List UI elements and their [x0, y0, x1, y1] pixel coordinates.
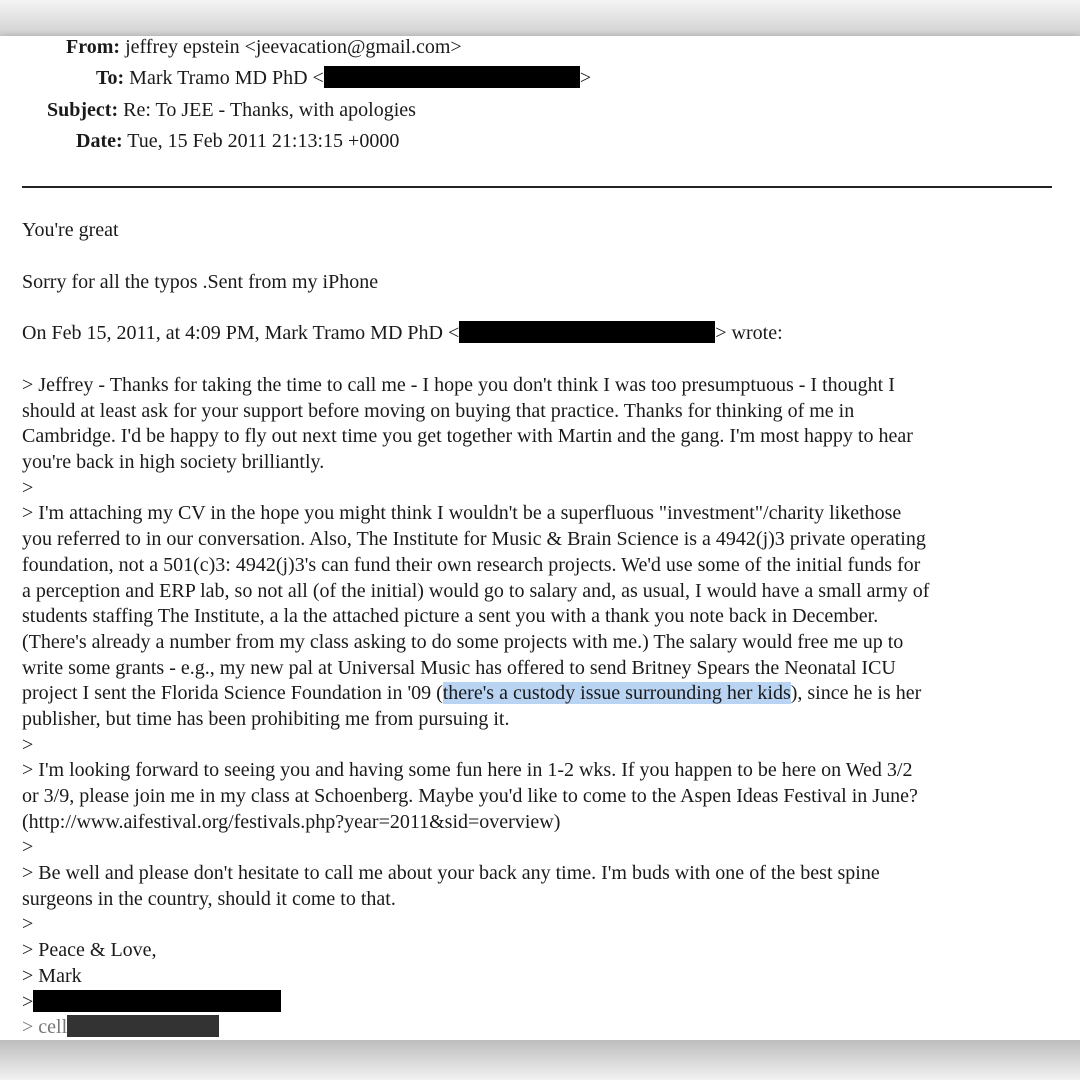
quoted-line: > I'm attaching my CV in the hope you might think I wouldn't be a superfluous "investment"/charity likethose [22, 502, 902, 525]
highlighted-text: there's a custody issue surrounding her kids [442, 682, 791, 705]
signoff-line: > Peace & Love, [22, 939, 157, 962]
signoff-name: > Mark [22, 964, 82, 987]
photo-frame-top [0, 0, 1080, 38]
redaction-bar [459, 321, 715, 343]
subject-value: Re: To JEE - Thanks, with apologies [123, 99, 416, 121]
quoted-line: foundation, not a 501(c)3: 4942(j)3's can fund their own research projects. We'd use some of the initial funds for [22, 553, 921, 576]
line-prefix: project I sent the Florida Science Foundation in '09 ( [22, 682, 443, 705]
quote-marker: > [22, 836, 34, 859]
reply-line-1 [22, 218, 1062, 244]
quoted-line-highlighted [22, 681, 1062, 707]
quote-marker: > [22, 913, 34, 936]
quoted-line: surgeons in the country, should it come to that. [22, 887, 396, 910]
photo-frame-bottom [0, 1040, 1080, 1080]
quoted-message [22, 373, 1062, 1041]
line-suffix: ), since he is her [790, 682, 922, 705]
quoted-line: (http://www.aifestival.org/festivals.php?year=2011&sid=overview) [22, 810, 561, 833]
quote-marker: > [22, 733, 34, 756]
from-row [66, 36, 462, 59]
quoted-line: students staffing The Institute, a la the attached picture a sent you with a thank you note back in December. [22, 605, 879, 628]
reply-line-2 [22, 270, 1062, 296]
header-divider [22, 186, 1052, 188]
quoted-line: > Jeffrey - Thanks for taking the time to call me - I hope you don't think I was too presumptuous - I thought I [22, 374, 895, 396]
cell-label: > cell [22, 1016, 68, 1039]
quoted-line: > I'm looking forward to seeing you and having some fun here in 1-2 wks. If you happen to be here on Wed 3/2 [22, 759, 913, 782]
reply-text: You're great [22, 219, 119, 241]
to-value: Mark Tramo MD PhD < [129, 67, 324, 89]
wrote-prefix: On Feb 15, 2011, at 4:09 PM, Mark Tramo MD PhD < [22, 322, 460, 344]
subject-row [47, 98, 416, 122]
to-value-end: > [579, 67, 592, 89]
date-value: Tue, 15 Feb 2011 21:13:15 +0000 [127, 130, 400, 152]
quoted-line: or 3/9, please join me in my class at Schoenberg. Maybe you'd like to come to the Aspen Ideas Festival in June? [22, 785, 918, 807]
quoted-line: publisher, but time has been prohibiting me from pursuing it. [22, 707, 510, 730]
wrote-suffix: > wrote: [715, 322, 783, 344]
redaction-bar [33, 990, 281, 1012]
quoted-line: a perception and ERP lab, so not all (of the initial) would go to salary and, as usual, I would have a small army of [22, 579, 930, 602]
subject-label: Subject: [47, 99, 119, 121]
quoted-line: you referred to in our conversation. Also, The Institute for Music & Brain Science is a 4942(j)3 private operating [22, 528, 926, 551]
from-value: jeffrey epstein <jeevacation@gmail.com> [125, 36, 462, 58]
date-row [76, 129, 399, 153]
quoted-line: Cambridge. I'd be happy to fly out next time you get together with Martin and the gang. I'm most happy to hear [22, 425, 913, 448]
cell-line [22, 1015, 1062, 1041]
quoted-line: (There's already a number from my class asking to do some projects with me.) The salary would free me up to [22, 630, 904, 653]
redaction-bar [324, 66, 580, 88]
date-label: Date: [76, 130, 123, 152]
email-printout [0, 36, 1080, 1042]
quote-marker: > [22, 990, 34, 1013]
reply-text: Sorry for all the typos .Sent from my iPhone [22, 271, 379, 293]
to-label: To: [96, 67, 125, 89]
to-row [96, 66, 591, 90]
redacted-line [22, 990, 1062, 1016]
quoted-line: should at least ask for your support before moving on buying that practice. Thanks for thinking of me in [22, 399, 855, 422]
quoted-line: write some grants - e.g., my new pal at Universal Music has offered to send Britney Spears the Neonatal ICU [22, 656, 896, 679]
quote-marker: > [22, 476, 34, 499]
quoted-line: you're back in high society brilliantly. [22, 451, 325, 474]
wrote-line [22, 321, 1062, 347]
from-label: From: [66, 36, 121, 58]
redaction-bar [67, 1015, 219, 1037]
quoted-line: > Be well and please don't hesitate to call me about your back any time. I'm buds with one of the best spine [22, 862, 880, 885]
